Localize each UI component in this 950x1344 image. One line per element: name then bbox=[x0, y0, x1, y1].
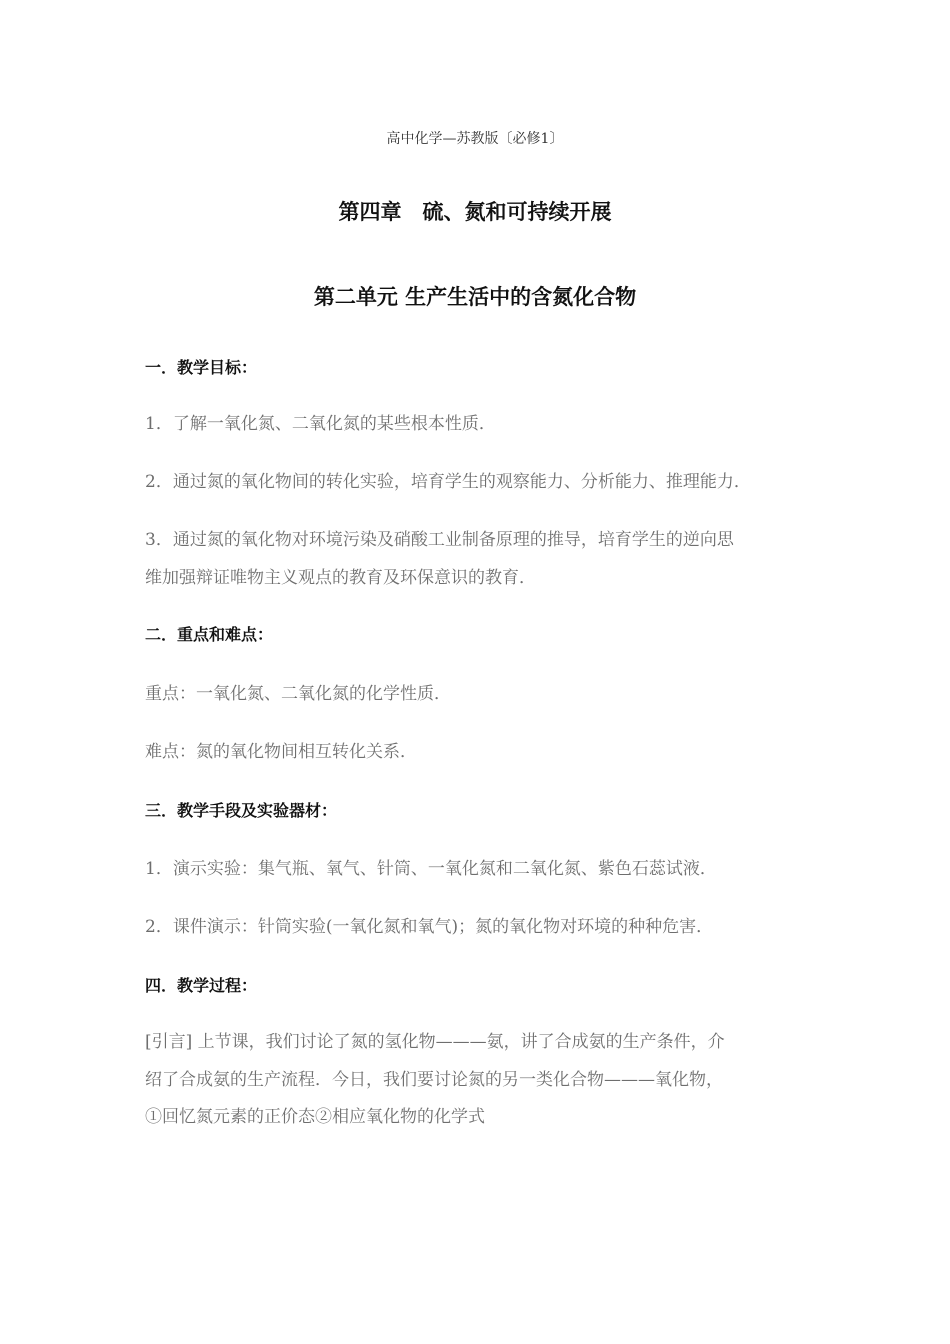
goal-item-1: 1．了解一氧化氮、二氧化氮的某些根本性质． bbox=[145, 414, 496, 434]
materials-item-1: 1．演示实验：集气瓶、氧气、针筒、一氧化氮和二氧化氮、紫色石蕊试液． bbox=[145, 859, 717, 879]
goal-item-3-line-1: 3．通过氮的氧化物对环境污染及硝酸工业制备原理的推导，培育学生的逆向思 bbox=[145, 530, 734, 550]
doc-subtitle: 高中化学—苏教版〔必修1〕 bbox=[386, 131, 564, 147]
process-line-3: ①回忆氮元素的正价态②相应氧化物的化学式 bbox=[145, 1107, 485, 1127]
goal-item-3-line-2: 维加强辩证唯物主义观点的教育及环保意识的教育． bbox=[145, 568, 536, 588]
focus-key-point: 重点：一氧化氮、二氧化氮的化学性质． bbox=[145, 684, 451, 704]
goal-item-2: 2．通过氮的氧化物间的转化实验，培育学生的观察能力、分析能力、推理能力． bbox=[145, 472, 751, 492]
process-line-1: [引言] 上节课，我们讨论了氮的氢化物———氨，讲了合成氨的生产条件，介 bbox=[145, 1032, 725, 1052]
materials-item-2: 2．课件演示：针筒实验(一氧化氮和氧气)；氮的氧化物对环境的种种危害． bbox=[145, 917, 714, 937]
chapter-title: 第四章 硫、氮和可持续开展 bbox=[338, 200, 612, 224]
goals-heading: 一．教学目标： bbox=[145, 358, 258, 377]
focus-difficult-point: 难点：氮的氧化物间相互转化关系． bbox=[145, 742, 417, 762]
focus-heading: 二．重点和难点： bbox=[145, 625, 274, 644]
process-heading: 四．教学过程： bbox=[145, 976, 258, 995]
unit-title: 第二单元 生产生活中的含氮化合物 bbox=[313, 285, 637, 309]
materials-heading: 三．教学手段及实验器材： bbox=[145, 801, 338, 820]
process-line-2: 绍了合成氨的生产流程．今日，我们要讨论氮的另一类化合物———氧化物， bbox=[145, 1070, 723, 1090]
